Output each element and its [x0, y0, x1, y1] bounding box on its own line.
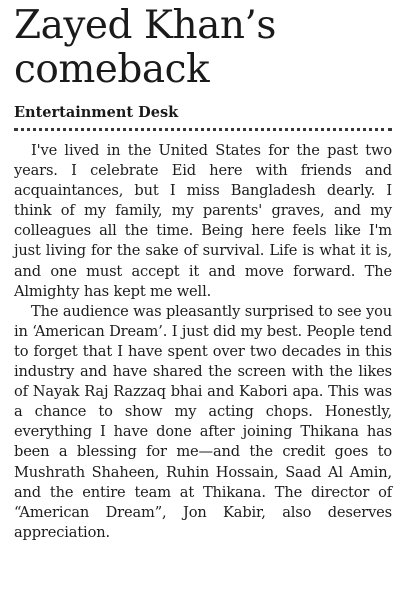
paragraph-1: I've lived in the United States for the past two years. I celebrate Eid here with friends and acquaintances, but I miss Bangladesh dearly. I think of my family, my parents' graves, and my colleagues all the time. Being here feels like I'm just living for the sake of survival. Life is what it is, and one must accept it and move forward. The Almighty has kept me well. [14, 142, 392, 300]
byline: Entertainment Desk [14, 104, 179, 121]
dotted-divider [14, 128, 392, 131]
headline: Zayed Khan’s comeback [14, 3, 276, 92]
paragraph-2: The audience was pleasantly surprised to see you in ‘American Dream’. I just did my best. People tend to forget that I have spent over two decades in this industry and have shared the screen with the likes of Nayak Raj Razzaq bhai and Kabori apa. This was a chance to show my acting chops. Honestly, everything I have done after joining Thikana has been a blessing for me—and the credit goes to Mushrath Shaheen, Ruhin Hossain, Saad Al Amin, and the entire team at Thikana. The director of “American Dream”, Jon Kabir, also deserves appreciation. [14, 302, 392, 541]
article-body [14, 141, 392, 543]
article [14, 4, 392, 543]
